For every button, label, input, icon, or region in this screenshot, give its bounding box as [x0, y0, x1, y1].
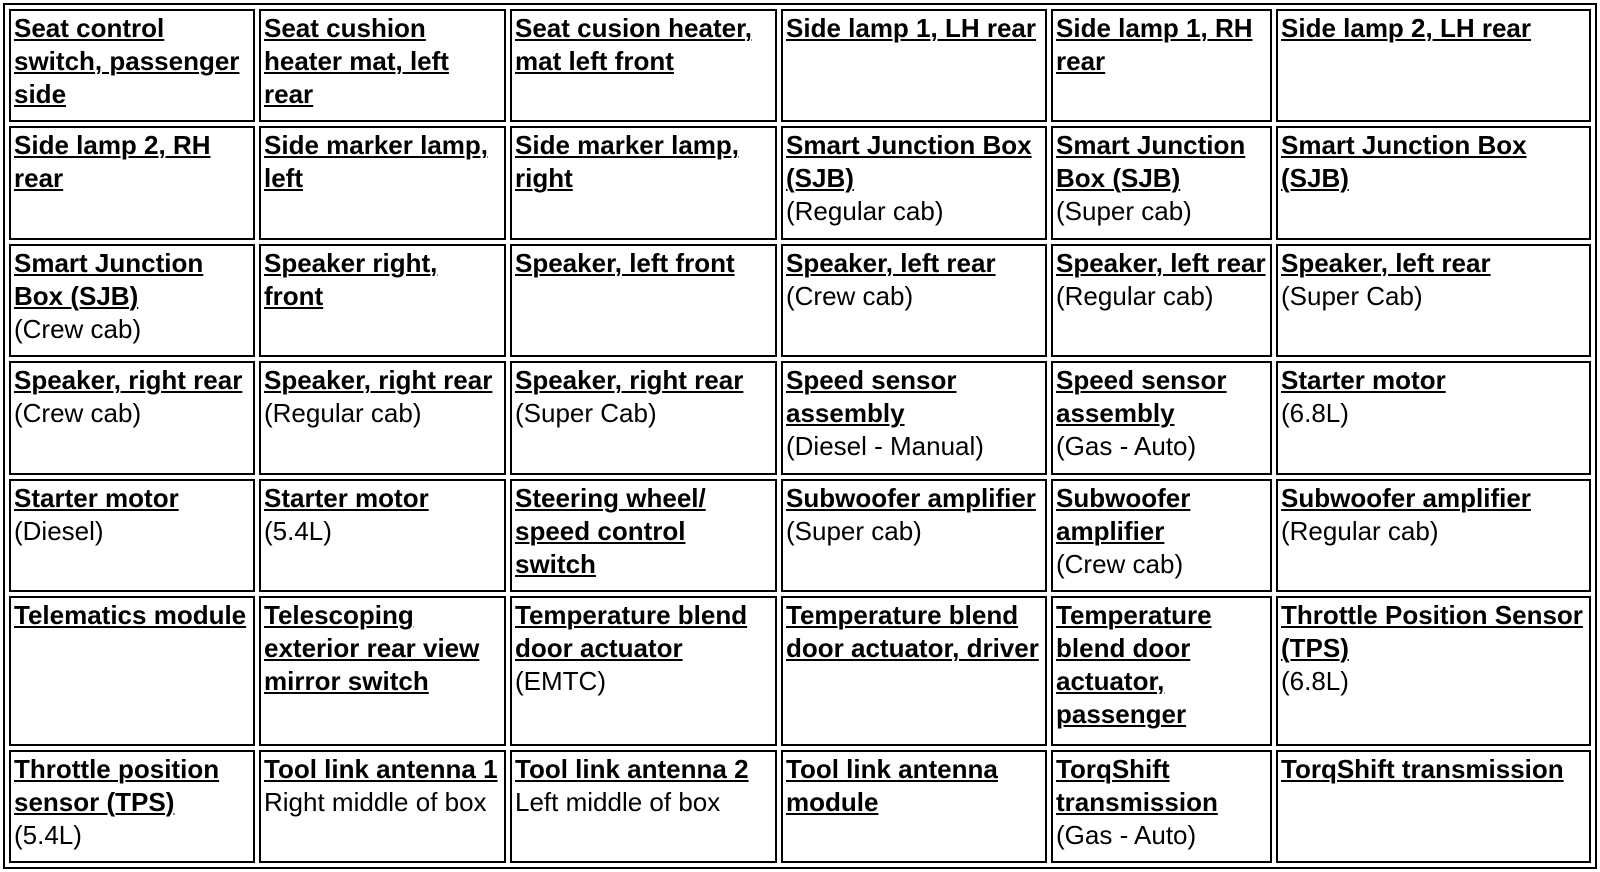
component-link[interactable]: Tool link antenna 1	[264, 753, 498, 784]
table-body	[9, 9, 1591, 863]
component-location-note: (Gas - Auto)	[1056, 431, 1197, 462]
component-index-table	[3, 3, 1597, 869]
component-link[interactable]: Temperature blend door actuator, driver	[786, 600, 1039, 664]
component-cell	[1276, 596, 1591, 745]
component-cell	[1051, 361, 1272, 474]
component-cell	[9, 9, 255, 122]
component-link[interactable]: Speaker right, front	[264, 247, 438, 311]
component-cell	[1051, 244, 1272, 357]
component-cell	[1051, 479, 1272, 592]
component-link[interactable]: Side marker lamp, left	[264, 130, 488, 194]
component-link[interactable]: Speaker, left rear	[1281, 247, 1491, 278]
component-link[interactable]: Starter motor	[1281, 365, 1446, 396]
table-row	[9, 126, 1591, 239]
component-cell	[9, 244, 255, 357]
component-cell	[781, 126, 1047, 239]
component-cell	[9, 126, 255, 239]
component-link[interactable]: Speed sensor assembly	[786, 365, 957, 429]
component-cell	[510, 9, 777, 122]
component-link[interactable]: Throttle position sensor (TPS)	[14, 753, 220, 817]
component-location-note: (5.4L)	[264, 515, 332, 546]
component-link[interactable]: TorqShift transmission	[1281, 753, 1564, 784]
component-link[interactable]: Telescoping exterior rear view mirror switch	[264, 600, 480, 697]
component-cell	[1051, 750, 1272, 863]
component-link[interactable]: Speaker, left front	[515, 247, 735, 278]
component-link[interactable]: Side marker lamp, right	[515, 130, 739, 194]
component-link[interactable]: Temperature blend door actuator, passenger	[1056, 600, 1212, 730]
component-link[interactable]: Smart Junction Box (SJB)	[786, 130, 1032, 194]
component-cell	[781, 750, 1047, 863]
component-link[interactable]: Subwoofer amplifier	[1056, 482, 1191, 546]
table-row	[9, 244, 1591, 357]
table-row	[9, 750, 1591, 863]
component-link[interactable]: TorqShift transmission	[1056, 753, 1218, 817]
component-link[interactable]: Speaker, right rear	[515, 365, 744, 396]
component-cell	[510, 750, 777, 863]
component-link[interactable]: Speaker, right rear	[14, 365, 243, 396]
component-link[interactable]: Steering wheel/ speed control switch	[515, 482, 706, 579]
component-cell	[259, 479, 506, 592]
table-row	[9, 479, 1591, 592]
component-location-note: (Regular cab)	[1056, 280, 1214, 311]
component-link[interactable]: Speaker, right rear	[264, 365, 493, 396]
component-cell	[1276, 750, 1591, 863]
component-grid	[5, 5, 1595, 867]
component-cell	[510, 244, 777, 357]
component-cell	[259, 126, 506, 239]
component-location-note: (Super Cab)	[1281, 280, 1423, 311]
component-link[interactable]: Tool link antenna module	[786, 753, 998, 817]
component-cell	[781, 9, 1047, 122]
component-location-note: (EMTC)	[515, 666, 606, 697]
component-location-note: (Crew cab)	[1056, 548, 1184, 579]
component-location-note: Left middle of box	[515, 786, 721, 817]
component-link[interactable]: Temperature blend door actuator	[515, 600, 748, 664]
component-link[interactable]: Side lamp 2, LH rear	[1281, 13, 1531, 43]
component-location-note: (Regular cab)	[1281, 515, 1439, 546]
component-cell	[1051, 9, 1272, 122]
table-row	[9, 9, 1591, 122]
component-link[interactable]: Speaker, left rear	[1056, 247, 1266, 278]
component-link[interactable]: Side lamp 1, LH rear	[786, 13, 1036, 43]
component-location-note: (Diesel)	[14, 515, 104, 546]
component-link[interactable]: Subwoofer amplifier	[786, 482, 1036, 513]
component-link[interactable]: Smart Junction Box (SJB)	[1281, 130, 1527, 194]
component-cell	[259, 750, 506, 863]
component-link[interactable]: Speaker, left rear	[786, 247, 996, 278]
component-cell	[259, 9, 506, 122]
component-location-note: (Crew cab)	[786, 280, 914, 311]
component-cell	[259, 244, 506, 357]
component-link[interactable]: Seat cusion heater, mat left front	[515, 13, 752, 76]
component-cell	[1051, 126, 1272, 239]
component-link[interactable]: Starter motor	[14, 482, 179, 513]
component-link[interactable]: Side lamp 1, RH rear	[1056, 13, 1253, 76]
component-location-note: (Super cab)	[1056, 196, 1192, 227]
component-link[interactable]: Seat cushion heater mat, left rear	[264, 13, 449, 109]
component-link[interactable]: Smart Junction Box (SJB)	[1056, 130, 1246, 194]
component-location-note: (5.4L)	[14, 819, 82, 850]
component-link[interactable]: Smart Junction Box (SJB)	[14, 247, 204, 311]
component-cell	[9, 750, 255, 863]
component-link[interactable]: Subwoofer amplifier	[1281, 482, 1531, 513]
component-cell	[510, 596, 777, 745]
component-link[interactable]: Throttle Position Sensor (TPS)	[1281, 600, 1583, 664]
component-link[interactable]: Seat control switch, passenger side	[14, 13, 240, 109]
component-location-note: (Regular cab)	[786, 196, 944, 227]
component-cell	[781, 479, 1047, 592]
component-location-note: (Super cab)	[786, 515, 922, 546]
component-link[interactable]: Telematics module	[14, 600, 247, 631]
component-cell	[1276, 479, 1591, 592]
component-location-note: (Crew cab)	[14, 398, 142, 429]
component-link[interactable]: Side lamp 2, RH rear	[14, 130, 211, 194]
table-row	[9, 361, 1591, 474]
component-cell	[781, 361, 1047, 474]
component-location-note: (Regular cab)	[264, 398, 422, 429]
component-link[interactable]: Starter motor	[264, 482, 429, 513]
component-location-note: (Diesel - Manual)	[786, 431, 984, 462]
component-cell	[510, 479, 777, 592]
component-location-note: (6.8L)	[1281, 398, 1349, 429]
component-cell	[9, 479, 255, 592]
component-cell	[510, 126, 777, 239]
component-link[interactable]: Speed sensor assembly	[1056, 365, 1227, 429]
component-location-note: (Gas - Auto)	[1056, 819, 1197, 850]
component-cell	[1276, 9, 1591, 122]
component-cell	[1276, 126, 1591, 239]
component-location-note: (Crew cab)	[14, 313, 142, 344]
component-location-note: (Super Cab)	[515, 398, 657, 429]
component-link[interactable]: Tool link antenna 2	[515, 753, 749, 784]
table-row	[9, 596, 1591, 745]
component-cell	[1051, 596, 1272, 745]
component-cell	[259, 596, 506, 745]
component-cell	[259, 361, 506, 474]
component-cell	[1276, 244, 1591, 357]
component-location-note: Right middle of box	[264, 786, 487, 817]
component-cell	[9, 596, 255, 745]
component-cell	[510, 361, 777, 474]
component-cell	[781, 596, 1047, 745]
component-cell	[9, 361, 255, 474]
component-cell	[781, 244, 1047, 357]
component-location-note: (6.8L)	[1281, 666, 1349, 697]
component-cell	[1276, 361, 1591, 474]
